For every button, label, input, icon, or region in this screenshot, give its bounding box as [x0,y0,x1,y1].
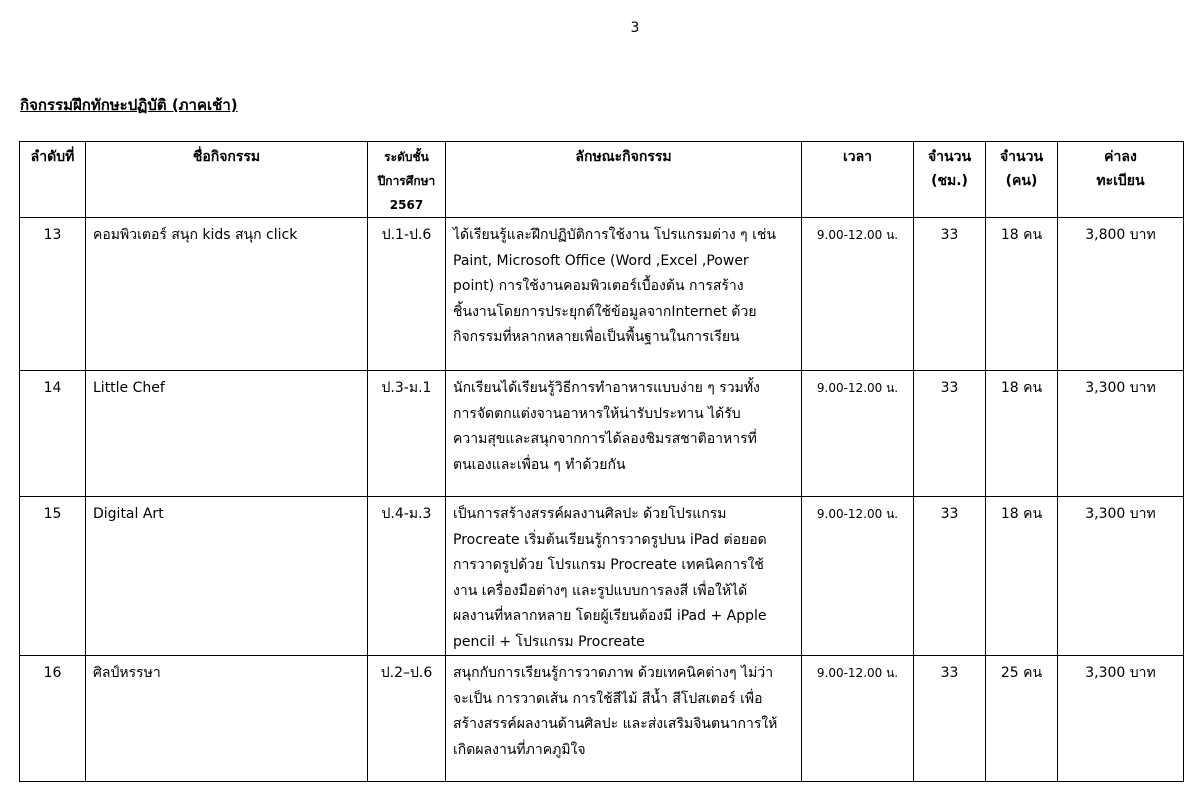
row-description [446,371,802,497]
header-level-line: ระดับชั้น [384,150,429,164]
header-level [368,142,446,218]
description-line: การวาดรูปด้วย โปรแกรม Procreate เทคนิคการใช้ [453,557,764,573]
table-row [20,656,1184,782]
header-level-line: ปีการศึกษา [377,174,436,188]
row-time: 9.00-12.00 น. [802,371,914,497]
description-line: Paint, Microsoft Office (Word ,Excel ,Power [453,252,749,269]
row-hours: 33 [914,497,986,656]
description-line: ตนเองและเพื่อน ๆ ทำด้วยกัน [453,456,626,473]
header-fee [1058,142,1184,218]
row-people: 18 คน [986,218,1058,371]
row-fee: 3,300 บาท [1058,497,1184,656]
row-description [446,656,802,782]
row-hours: 33 [914,656,986,782]
header-name: ชื่อกิจกรรม [86,142,368,218]
header-hours-line: (ชม.) [931,173,968,189]
row-people: 18 คน [986,371,1058,497]
description-line: สร้างสรรค์ผลงานด้านศิลปะ และส่งเสริมจินตนาการให้ [453,716,778,732]
header-fee-line: ค่าลง [1104,149,1137,165]
row-description [446,218,802,371]
row-hours: 33 [914,218,986,371]
header-people-line: จำนวน [999,149,1044,165]
header-people-line: (คน) [1005,173,1038,189]
table-row [20,371,1184,497]
description-line: เกิดผลงานที่ภาคภูมิใจ [453,741,586,758]
row-fee: 3,300 บาท [1058,371,1184,497]
description-line: สนุกกับการเรียนรู้การวาดภาพ ด้วยเทคนิคต่างๆ ไม่ว่า [453,665,774,681]
table-row [20,218,1184,371]
table-header-row [20,142,1184,218]
description-line: point) การใช้งานคอมพิวเตอร์เบื้องต้น การสร้าง [453,278,744,294]
row-name: Little Chef [86,371,368,497]
table-row [20,497,1184,656]
description-line: เป็นการสร้างสรรค์ผลงานศิลปะ ด้วยโปรแกรม [453,506,727,522]
row-no: 13 [20,218,86,371]
header-time: เวลา [802,142,914,218]
row-level: ป.4-ม.3 [368,497,446,656]
page-number: 3 [630,20,640,36]
header-description: ลักษณะกิจกรรม [446,142,802,218]
row-level: ป.1-ป.6 [368,218,446,371]
description-line: ได้เรียนรู้และฝึกปฏิบัติการใช้งาน โปรแกรมต่าง ๆ เช่น [453,227,776,243]
row-level: ป.3-ม.1 [368,371,446,497]
row-people: 25 คน [986,656,1058,782]
row-name: ศิลป์หรรษา [86,656,368,782]
row-time: 9.00-12.00 น. [802,497,914,656]
description-line: Procreate เริ่มต้นเรียนรู้การวาดรูปบน iPad ต่อยอด [453,531,767,548]
description-line: pencil + โปรแกรม Procreate [453,633,645,650]
description-line: นักเรียนได้เรียนรู้วิธีการทำอาหารแบบง่าย ๆ รวมทั้ง [453,380,760,396]
activities-table [19,141,1184,782]
header-hours [914,142,986,218]
description-line: ผลงานที่หลากหลาย โดยผู้เรียนต้องมี iPad + Apple [453,608,767,624]
header-level-line: 2567 [389,198,424,212]
header-no: ลำดับที่ [20,142,86,218]
description-line: กิจกรรมที่หลากหลายเพื่อเป็นพื้นฐานในการเรียน [453,329,740,345]
row-no: 16 [20,656,86,782]
description-line: การจัดตกแต่งจานอาหารให้น่ารับประทาน ได้รับ [453,405,741,422]
row-fee: 3,300 บาท [1058,656,1184,782]
header-hours-line: จำนวน [927,149,972,165]
row-no: 15 [20,497,86,656]
row-name: Digital Art [86,497,368,656]
description-line: ชิ้นงานโดยการประยุกต์ใช้ข้อมูลจากInternet ด้วย [453,303,757,320]
row-people: 18 คน [986,497,1058,656]
section-title: กิจกรรมฝึกทักษะปฏิบัติ (ภาคเช้า) [20,96,238,114]
description-line: ความสุขและสนุกจากการได้ลองชิมรสชาติอาหารที่ [453,431,757,447]
header-fee-line: ทะเบียน [1096,173,1145,189]
row-description [446,497,802,656]
row-fee: 3,800 บาท [1058,218,1184,371]
row-time: 9.00-12.00 น. [802,656,914,782]
row-time: 9.00-12.00 น. [802,218,914,371]
row-hours: 33 [914,371,986,497]
row-name: คอมพิวเตอร์ สนุก kids สนุก click [86,218,368,371]
row-no: 14 [20,371,86,497]
row-level: ป.2–ป.6 [368,656,446,782]
description-line: จะเป็น การวาดเส้น การใช้สีไม้ สีน้ำ สีโปสเตอร์ เพื่อ [453,690,763,707]
description-line: งาน เครื่องมือต่างๆ และรูปแบบการลงสี เพื่อให้ได้ [453,582,748,599]
header-people [986,142,1058,218]
